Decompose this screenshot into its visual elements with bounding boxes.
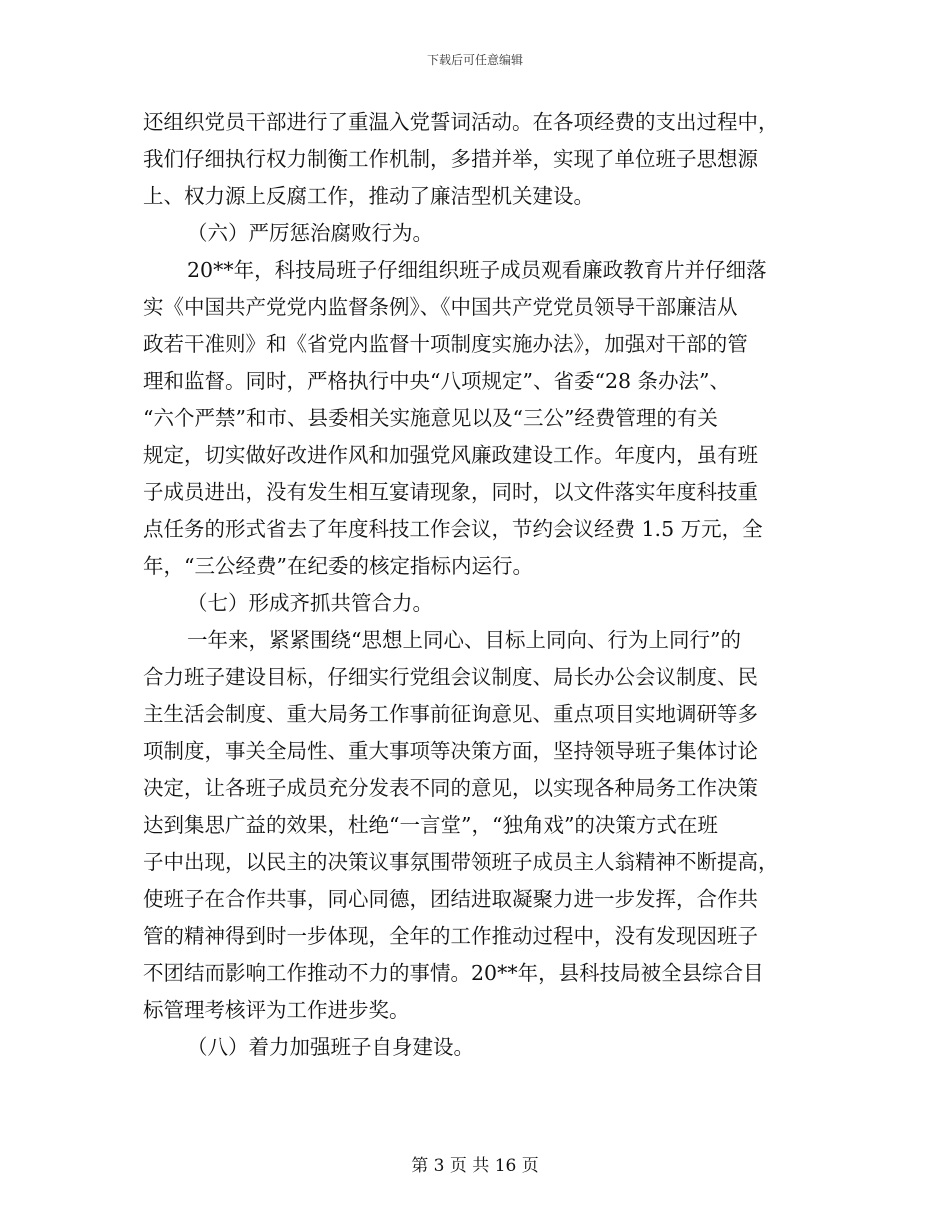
- text-line: 不团结而影响工作推动不力的事情。20**年，县科技局被全县综合目: [143, 961, 764, 985]
- text-line: （六）严厉惩治腐败行为。: [187, 221, 433, 245]
- text-line: 主生活会制度、重大局务工作事前征询意见、重点项目实地调研等多: [143, 702, 758, 726]
- text-line: （八）着力加强班子自身建设。: [187, 1035, 474, 1059]
- text-line: 子成员进出，没有发生相互宴请现象，同时，以文件落实年度科技重: [143, 480, 758, 504]
- text-line: 项制度，事关全局性、重大事项等决策方面，坚持领导班子集体讨论: [143, 739, 758, 763]
- text-line: 决定，让各班子成员充分发表不同的意见，以实现各种局务工作决策: [143, 776, 758, 800]
- text-line: 年，“三公经费”在纪委的核定指标内运行。: [143, 554, 533, 578]
- text-line: “六个严禁”和市、县委相关实施意见以及“三公”经费管理的有关: [143, 406, 718, 430]
- text-line: 我们仔细执行权力制衡工作机制，多措并举，实现了单位班子思想源: [143, 147, 758, 171]
- text-line: 政若干准则》和《省党内监督十项制度实施办法》，加强对干部的管: [143, 332, 748, 356]
- text-line: 理和监督。同时，严格执行中央“八项规定”、省委“28 条办法”、: [143, 369, 731, 393]
- text-line: 标管理考核评为工作进步奖。: [143, 998, 410, 1022]
- text-line: （七）形成齐抓共管合力。: [187, 591, 433, 615]
- page-footer: 第 3 页 共 16 页: [411, 1156, 539, 1176]
- text-line: 合力班子建设目标，仔细实行党组会议制度、局长办公会议制度、民: [143, 665, 758, 689]
- text-line: 规定，切实做好改进作风和加强党风廉政建设工作。年度内，虽有班: [143, 443, 758, 467]
- text-line: 达到集思广益的效果，杜绝“一言堂”，“独角戏”的决策方式在班: [143, 813, 718, 837]
- text-line: 20**年，科技局班子仔细组织班子成员观看廉政教育片并仔细落: [187, 258, 767, 282]
- text-line: 一年来，紧紧围绕“思想上同心、目标上同向、行为上同行”的: [187, 628, 741, 652]
- text-line: 点任务的形式省去了年度科技工作会议，节约会议经费 1.5 万元，全: [143, 517, 763, 541]
- text-line: 子中出现，以民主的决策议事氛围带领班子成员主人翁精神不断提高，: [143, 850, 779, 874]
- document-body: [143, 104, 803, 1066]
- text-line: 上、权力源上反腐工作，推动了廉洁型机关建设。: [143, 184, 594, 208]
- text-line: 还组织党员干部进行了重温入党誓词活动。在各项经费的支出过程中，: [143, 110, 779, 134]
- page-header: 下载后可任意编辑: [426, 53, 523, 67]
- text-line: 使班子在合作共事，同心同德，团结进取凝聚力进一步发挥，合作共: [143, 887, 758, 911]
- text-line: 实《中国共产党党内监督条例》、《中国共产党党员领导干部廉洁从: [143, 295, 738, 319]
- text-line: 管的精神得到时一步体现，全年的工作推动过程中，没有发现因班子: [143, 924, 758, 948]
